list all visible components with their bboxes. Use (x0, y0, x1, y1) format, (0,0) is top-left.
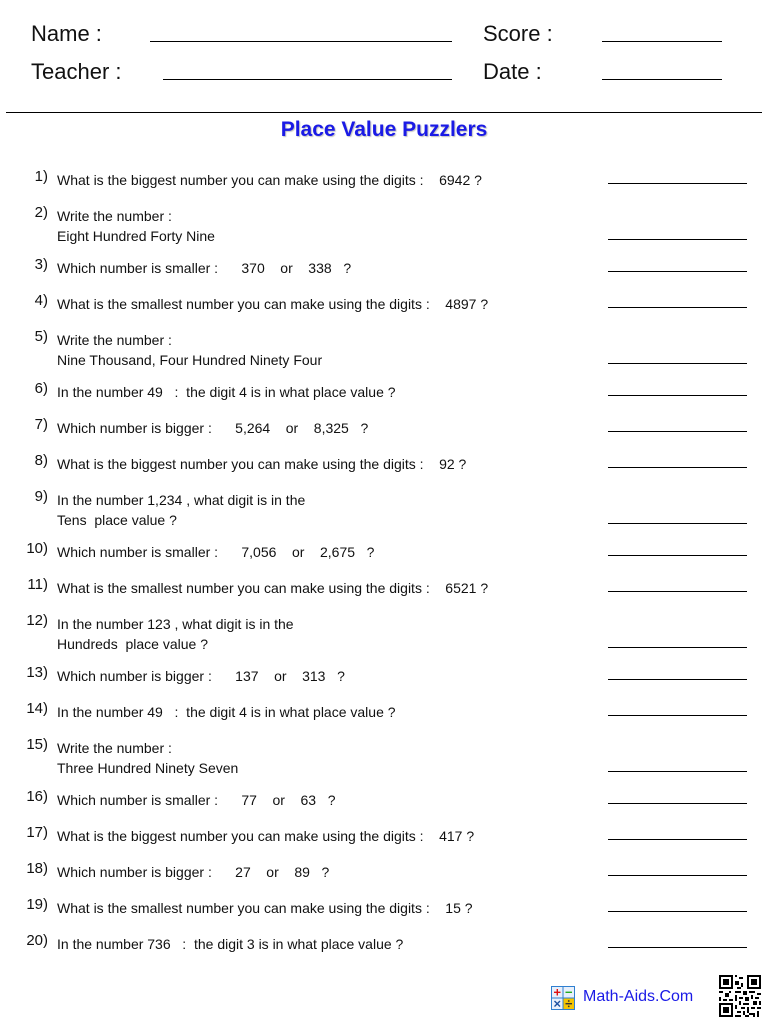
answer-field[interactable] (608, 183, 747, 184)
answer-field[interactable] (608, 239, 747, 240)
question-text: What is the smallest number you can make using the digits : 4897 ? (57, 296, 489, 312)
question-number: 17) (26, 824, 48, 841)
question-text: In the number 49 : the digit 4 is in what place value ? (57, 704, 396, 720)
question-number: 12) (26, 612, 48, 629)
answer-field[interactable] (608, 467, 747, 468)
date-label: Date : (483, 59, 542, 84)
teacher-label: Teacher : (31, 59, 122, 84)
answer-field[interactable] (608, 911, 747, 912)
answer-field[interactable] (608, 363, 747, 364)
answer-field[interactable] (608, 591, 747, 592)
question-number: 13) (26, 664, 48, 681)
answer-field[interactable] (608, 715, 747, 716)
question-text: In the number 736 : the digit 3 is in what place value ? (57, 936, 404, 952)
question-text: Which number is bigger : 137 or 313 ? (57, 668, 345, 684)
question-number: 5) (34, 328, 48, 345)
question-number: 16) (26, 788, 48, 805)
question-number: 11) (27, 576, 48, 593)
question-number: 7) (34, 416, 48, 433)
question-text: Which number is smaller : 7,056 or 2,675 ? (57, 544, 375, 560)
question-text: Which number is smaller : 370 or 338 ? (57, 260, 352, 276)
answer-field[interactable] (608, 271, 747, 272)
calculator-icon (551, 986, 575, 1010)
site-link[interactable]: Math-Aids.Com (583, 988, 694, 1005)
question-text: What is the smallest number you can make using the digits : 15 ? (57, 900, 473, 916)
teacher-field[interactable] (163, 79, 452, 80)
score-label: Score : (483, 21, 553, 46)
answer-field[interactable] (608, 947, 747, 948)
question-number: 18) (26, 860, 48, 877)
question-number: 6) (34, 380, 48, 397)
page-title: Place Value Puzzlers (280, 118, 488, 141)
answer-field[interactable] (608, 803, 747, 804)
score-field[interactable] (602, 41, 722, 42)
question-text: Which number is smaller : 77 or 63 ? (57, 792, 336, 808)
date-field[interactable] (602, 79, 722, 80)
question-number: 20) (26, 932, 48, 949)
name-field[interactable] (150, 41, 452, 42)
question-text: What is the biggest number you can make using the digits : 417 ? (57, 828, 475, 844)
question-text: In the number 1,234 , what digit is in the Tens place value ? (57, 492, 306, 528)
question-number: 14) (26, 700, 48, 717)
question-text: What is the smallest number you can make using the digits : 6521 ? (57, 580, 489, 596)
answer-field[interactable] (608, 395, 747, 396)
answer-field[interactable] (608, 647, 747, 648)
answer-field[interactable] (608, 839, 747, 840)
name-label: Name : (31, 21, 102, 46)
question-number: 15) (26, 736, 48, 753)
answer-field[interactable] (608, 555, 747, 556)
question-number: 4) (34, 292, 48, 309)
question-text: Write the number : Three Hundred Ninety Seven (57, 740, 239, 776)
answer-field[interactable] (608, 771, 747, 772)
header-divider (6, 112, 762, 113)
answer-field[interactable] (608, 307, 747, 308)
question-number: 19) (26, 896, 48, 913)
question-number: 3) (34, 256, 48, 273)
question-text: In the number 123 , what digit is in the Hundreds place value ? (57, 616, 294, 652)
question-number: 8) (34, 452, 48, 469)
question-text: What is the biggest number you can make using the digits : 6942 ? (57, 172, 482, 188)
qr-code-icon (719, 975, 761, 1017)
question-text: What is the biggest number you can make using the digits : 92 ? (57, 456, 467, 472)
question-text: Which number is bigger : 27 or 89 ? (57, 864, 330, 880)
question-text: In the number 49 : the digit 4 is in what place value ? (57, 384, 396, 400)
question-number: 10) (26, 540, 48, 557)
answer-field[interactable] (608, 875, 747, 876)
question-number: 2) (34, 204, 48, 221)
question-number: 1) (34, 168, 48, 185)
question-text: Write the number : Eight Hundred Forty Nine (57, 208, 215, 244)
answer-field[interactable] (608, 679, 747, 680)
question-text: Write the number : Nine Thousand, Four Hundred Ninety Four (57, 332, 323, 368)
question-number: 9) (34, 488, 48, 505)
answer-field[interactable] (608, 431, 747, 432)
question-text: Which number is bigger : 5,264 or 8,325 ? (57, 420, 369, 436)
answer-field[interactable] (608, 523, 747, 524)
